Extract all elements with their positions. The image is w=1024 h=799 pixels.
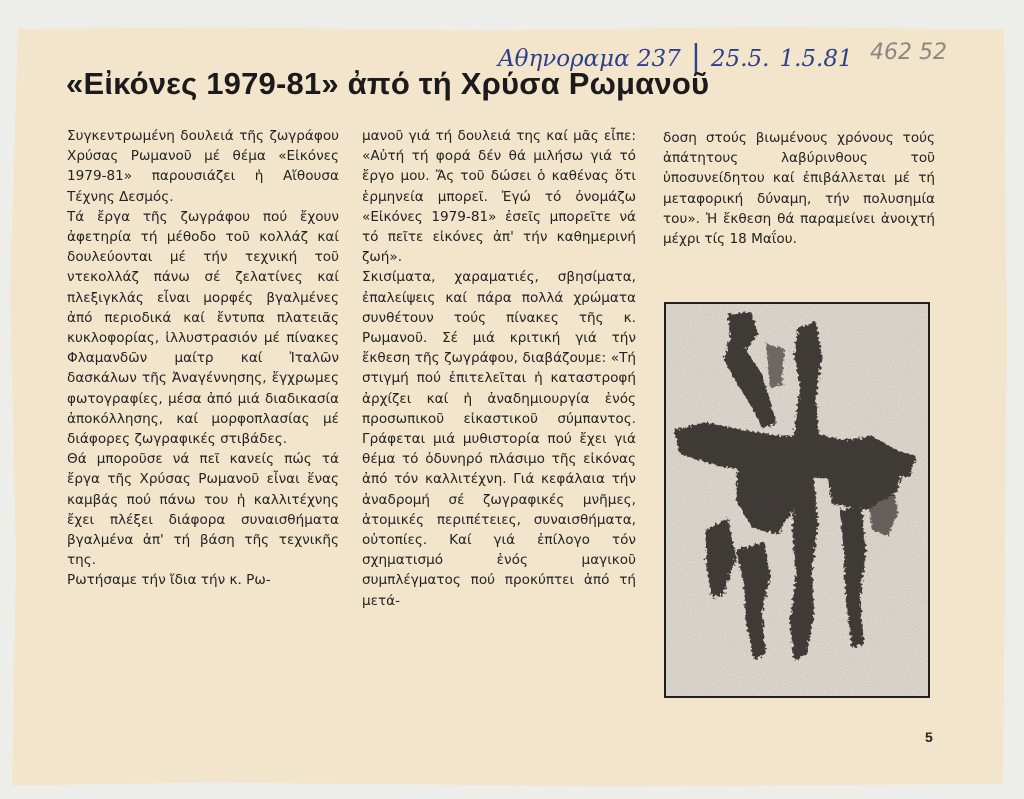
artwork-photo — [664, 302, 930, 698]
column-1-paragraph: Ρωτήσαμε τήν ἴδια τήν κ. Ρω- — [67, 572, 271, 589]
handwritten-date-one: 25.5. — [710, 46, 770, 72]
page-number: 5 — [925, 729, 933, 745]
handwritten-date-two: 1.5.81 — [779, 46, 853, 72]
column-2-paragraph: μανοῦ γιά τή δουλειά της καί μᾶς εἶπε: «Αὐτή τή φορά δέν θά μιλήσω γιά τό ἔργο μου. Ἄς τοῦ δώσει ὁ καθένας ὅτι ἑρμηνεία μπορεῖ. Ἐγώ τό ὀνομάζω «Εἰκόνες 1979-81» ἐσεῖς μπορεῖτε νά τό πεῖτε εἰκόνες ἀπ' τήν καθημερινή ζωή». — [362, 128, 636, 266]
column-1-paragraph: Θά μποροῦσε νά πεῖ κανείς πώς τά ἔργα τῆς Χρύσας Ρωμανοῦ εἶναι ἕνας καμβάς πού πάνω του ἡ καλλιτέχνης ἔχει πλέξει διάφορα συναισθήματα βγαλμένα ἀπ' τή βάση τῆς τεχνικῆς της. — [67, 451, 339, 569]
column-2-paragraph: Σκισίματα, χαραματιές, σβησίματα, ἐπαλείψεις καί πάρα πολλά χρώματα συνθέτουν τούς πίνακες τῆς κ. Ρωμανοῦ. Σέ μιά κριτική γιά τήν ἔκθεση τῆς ζωγράφου, διαβάζουμε: «Τή στιγμή πού ἐπιτελεῖται ἡ καταστροφή ἀρχίζει καί ἡ ἀναδημιουργία ἑνός προσωπικοῦ εἰκαστικοῦ σύμπαντος. Γράφεται μιά μυθιστορία πού ἔχει γιά θέμα τό ὀδυνηρό πλάσιμο τῆς εἰκόνας ἀπό τόν καλλιτέχνη. Γιά κεφάλαια τήν ἀναδρομή σέ ζωγραφικές μνῆμες, ἀτομικές περιπέτειες, συναισθήματα, οὐτοπίες. Καί γιά ἐπίλογο τόν σχηματισμό ἑνός μαγικοῦ συμπλέγματος πού προκύπτει ἀπό τή μετά- — [362, 269, 636, 609]
article-column-1 — [67, 126, 339, 591]
handwritten-source: Αθηνοραμα 237 — [498, 46, 681, 72]
handwritten-divider: | — [690, 39, 701, 74]
column-1-paragraph: Συγκεντρωμένη δουλειά τῆς ζωγράφου Χρύσας Ρωμανοῦ μέ θέμα «Εἰκόνες 1979-81» παρουσιάζει ἡ Αἴθουσα Τέχνης Δεσμός. — [67, 128, 339, 205]
column-3-paragraph: δοση στούς βιωμένους χρόνους τούς ἀπάτητους λαβύρινθους τοῦ ὑποσυνείδητου καί ἐπιβάλλεται μέ τή μεταφορική δύναμη, τήν πολυσημία του». Ἡ ἔκθεση θά παραμείνει ἀνοιχτή μέχρι τίς 18 Μαΐου. — [663, 130, 935, 248]
artwork-image — [666, 304, 928, 696]
article-column-2 — [362, 126, 636, 611]
pencil-note: 462 52 — [870, 40, 947, 65]
article-column-3 — [663, 128, 935, 249]
column-1-paragraph: Τά ἔργα τῆς ζωγράφου πού ἔχουν ἀφετηρία τή μέθοδο τοῦ κολλάζ καί δουλεύονται μέ τήν τεχνική τοῦ ντεκολλάζ πάνω σέ ζελατίνες καί πλεξιγκλάς εἶναι μορφές βγαλμένες ἀπό περιοδικά καί ἔντυπα πλατειᾶς κυκλοφορίας, ἰλλυστρασιόν μέ πίνακες Φλαμανδῶν μαίτρ καί Ἰταλῶν δασκάλων τῆς Ἀναγέννησης, ἔγχρωμες φωτογραφίες, μέσα ἀπό μιά διαδικασία ἀποκόλλησης, καί μορφοπλασίας μέ διάφορες ζωγραφικές στιβάδες. — [67, 208, 339, 448]
article-headline: «Εἰκόνες 1979-81» ἀπό τή Χρύσα Ρωμανοῦ — [66, 66, 710, 101]
